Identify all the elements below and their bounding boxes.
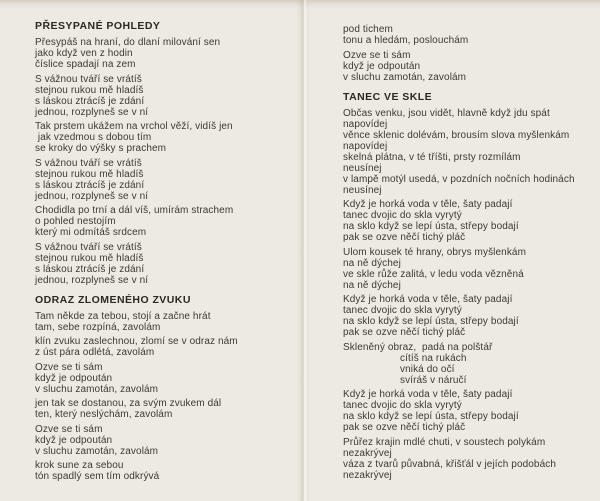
poem-line: nezakrývej bbox=[343, 447, 392, 459]
poem-line: Ulom kousek té hrany, obrys myšlenkám bbox=[343, 246, 527, 258]
poem-line: neusínej bbox=[343, 184, 382, 196]
poem-line: Když je horká voda v těle, šaty padají bbox=[343, 294, 513, 305]
poem-line: krok sune za sebou bbox=[35, 460, 124, 471]
poem-line: když je odpoután bbox=[35, 434, 113, 446]
poem-line: pak se ozve něčí tichý pláč bbox=[343, 327, 466, 338]
poem-line: svíráš v náručí bbox=[400, 374, 467, 386]
stanza bbox=[343, 108, 593, 196]
poem-line: v sluchu zamotán, zavolám bbox=[343, 71, 467, 83]
poem-line: klín zvuku zaslechnou, zlomí se v odraz nám bbox=[35, 336, 238, 347]
poem-line: napovídej bbox=[343, 118, 388, 130]
stanza bbox=[35, 424, 295, 457]
poem-line: Průřez krajin mdlé chuti, v soustech polykám bbox=[343, 436, 546, 448]
stanza bbox=[343, 199, 593, 243]
poem-line: stejnou rukou mě hladíš bbox=[35, 84, 144, 96]
poem-line: Ozve se ti sám bbox=[343, 49, 411, 61]
poem-line: Tak prstem ukážem na vrchol věží, vidíš jen bbox=[35, 121, 233, 132]
poem-line: o pohled nestojím bbox=[35, 216, 116, 227]
poem-line: pak se ozve něčí tichý pláč bbox=[343, 422, 466, 433]
stanza bbox=[35, 311, 295, 333]
poem-line: věnce sklenic dolévám, brousím slova myšlenkám bbox=[343, 129, 570, 141]
poem-line: tanec dvojic do skla vyrytý bbox=[343, 400, 462, 411]
poem-line: ten, který neslýchám, zavolám bbox=[35, 409, 173, 420]
poem-line: Když je horká voda v těle, šaty padají bbox=[343, 389, 513, 400]
stanza bbox=[343, 294, 593, 338]
poem bbox=[343, 91, 593, 481]
poem-line: S vážnou tváří se vrátíš bbox=[35, 73, 142, 85]
stanza bbox=[343, 24, 593, 46]
poem-line: pod tichem bbox=[343, 24, 393, 35]
poem-line: jednou, rozplyneš se v ní bbox=[35, 274, 149, 286]
poem-line: S vážnou tváří se vrátíš bbox=[35, 241, 142, 253]
poem-line: jako když ven z hodin bbox=[35, 48, 133, 59]
poem-line: Skleněný obraz, padá na polštář bbox=[343, 341, 493, 353]
poem-line: Tam někde za tebou, stojí a začne hrát bbox=[35, 310, 211, 322]
poem-line: Když je horká voda v těle, šaty padají bbox=[343, 199, 513, 210]
poem-line: který mi odmítáš srdcem bbox=[35, 227, 147, 238]
left-page bbox=[35, 20, 295, 486]
poem-line: tonu a hledám, poslouchám bbox=[343, 35, 469, 46]
scan-edge-shadow bbox=[0, 0, 600, 9]
poem-line: na sklo když se lepí ústa, střepy bodají bbox=[343, 316, 519, 327]
stanza bbox=[35, 121, 295, 154]
poem-line: S vážnou tváří se vrátíš bbox=[35, 157, 142, 169]
poem-title: PŘESYPANÉ POHLEDY bbox=[35, 20, 161, 32]
poem-line: váza z tvarů půvabná, křišťál v jejích podobách bbox=[343, 458, 557, 470]
poem-line: s láskou ztrácíš je zdání bbox=[35, 263, 145, 275]
poem-line: stejnou rukou mě hladíš bbox=[35, 252, 144, 264]
poem-line: tanec dvojic do skla vyrytý bbox=[343, 305, 462, 316]
poem bbox=[343, 24, 593, 83]
poem-line: číslice spadají na zem bbox=[35, 59, 136, 70]
poem-line: Ozve se ti sám bbox=[35, 361, 103, 373]
stanza bbox=[343, 437, 593, 481]
poem-line: skelná plátna, v té tříšti, prsty rozmílám bbox=[343, 151, 521, 163]
poem-line: na ně dýchej bbox=[343, 279, 401, 291]
poem-line: ve skle růže zalitá, v ledu voda vězněná bbox=[343, 268, 524, 280]
poem-line: v lampě motýl usedá, v pozdních nočních hodinách bbox=[343, 173, 575, 185]
poem-line: jen tak se dostanou, za svým zvukem dál bbox=[35, 398, 222, 409]
poem-title: ODRAZ ZLOMENÉHO ZVUKU bbox=[35, 293, 191, 306]
poem-line: pak se ozve něčí tichý pláč bbox=[343, 232, 466, 243]
stanza bbox=[35, 460, 295, 482]
stanza bbox=[35, 398, 295, 420]
stanza bbox=[35, 242, 295, 286]
poem-line: v sluchu zamotán, zavolám bbox=[35, 383, 159, 395]
stanza bbox=[343, 342, 593, 386]
poem-title: TANEC VE SKLE bbox=[343, 90, 433, 103]
stanza bbox=[35, 205, 295, 238]
poem-line: Přesypáš na hraní, do dlaní milování sen bbox=[35, 37, 221, 48]
poem-line: cítíš na rukách bbox=[400, 352, 467, 364]
stanza bbox=[343, 50, 593, 83]
poem-line: s láskou ztrácíš je zdání bbox=[35, 179, 145, 191]
page-fold-gutter bbox=[296, 0, 310, 501]
poem-line: vniká do očí bbox=[400, 363, 455, 375]
poem-line: tón spadlý sem tím odkrývá bbox=[35, 471, 160, 482]
poem-line: na sklo když se lepí ústa, střepy bodají bbox=[343, 411, 519, 422]
poem-line: na ně dýchej bbox=[343, 257, 401, 269]
stanza bbox=[35, 362, 295, 395]
poem bbox=[35, 20, 295, 286]
poem-line: tam, sebe rozpíná, zavolám bbox=[35, 321, 161, 333]
poem-line: neusínej bbox=[343, 162, 382, 174]
stanza bbox=[35, 158, 295, 202]
poem-line: jednou, rozplyneš se v ní bbox=[35, 190, 149, 202]
poem-line: jak vzedmou s dobou tím bbox=[35, 132, 152, 143]
poem-line: napovídej bbox=[343, 140, 388, 152]
stanza bbox=[35, 74, 295, 118]
poem-line: když je odpoután bbox=[35, 372, 113, 384]
poem-line: tanec dvojic do skla vyrytý bbox=[343, 210, 462, 221]
poem bbox=[35, 294, 295, 483]
poem-line: Ozve se ti sám bbox=[35, 423, 103, 435]
poem-line: s láskou ztrácíš je zdání bbox=[35, 95, 145, 107]
right-page bbox=[343, 24, 593, 484]
poem-line: se kroky do výšky s prachem bbox=[35, 143, 167, 154]
poem-line: z úst pára odlétá, zavolám bbox=[35, 347, 155, 358]
poem-line: nezakrývej bbox=[343, 469, 392, 481]
stanza bbox=[343, 247, 593, 291]
stanza bbox=[343, 389, 593, 433]
poem-line: stejnou rukou mě hladíš bbox=[35, 168, 144, 180]
poem-line: v sluchu zamotán, zavolám bbox=[35, 445, 159, 457]
poem-line: Občas venku, jsou vidět, hlavně když jdu spát bbox=[343, 107, 550, 119]
poem-line: na sklo když se lepí ústa, střepy bodají bbox=[343, 221, 519, 232]
stanza bbox=[35, 336, 295, 358]
poem-line: Chodidla po trní a dál víš, umírám strachem bbox=[35, 205, 234, 216]
stanza bbox=[35, 37, 295, 70]
poem-line: jednou, rozplyneš se v ní bbox=[35, 106, 149, 118]
poem-line: když je odpoután bbox=[343, 60, 421, 72]
